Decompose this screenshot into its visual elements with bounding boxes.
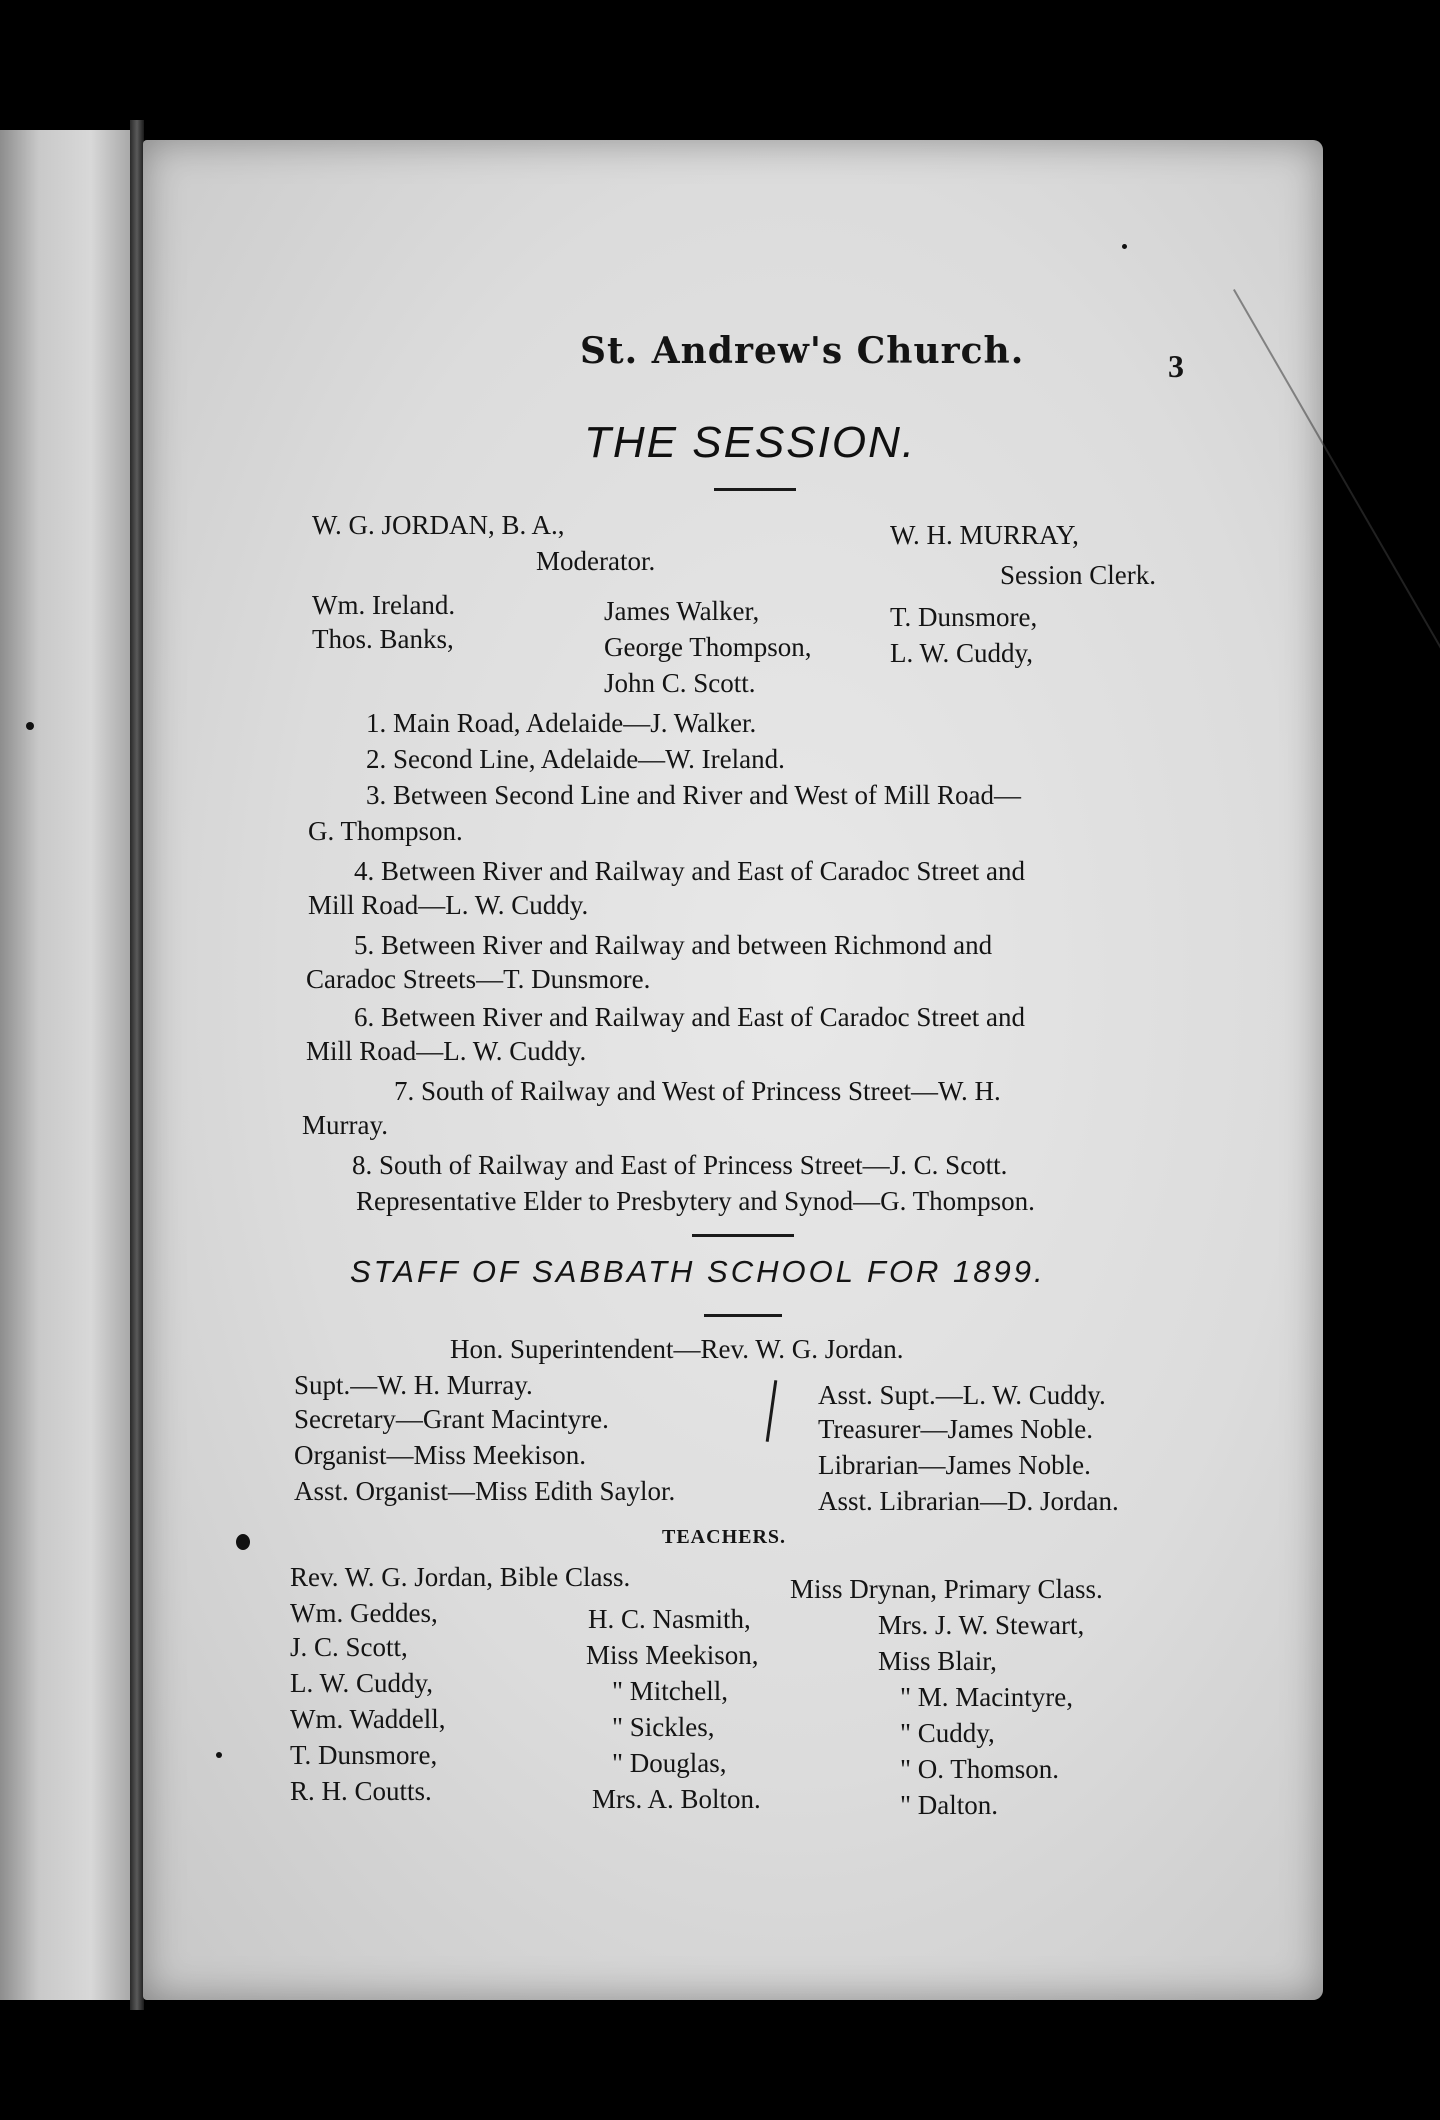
teacher-entry: Wm. Geddes, [290,1598,438,1628]
section-rule [692,1234,794,1237]
teacher-entry: Mrs. J. W. Stewart, [878,1610,1085,1640]
teachers-heading: TEACHERS. [662,1526,787,1548]
staff-entry: Organist—Miss Meekison. [294,1440,587,1470]
elder: Wm. Ireland. [312,590,456,620]
clerk-name: W. H. MURRAY, [890,520,1079,550]
dust-speck [236,1534,250,1550]
teacher-entry: R. H. Coutts. [290,1776,432,1806]
district-line: Murray. [302,1110,388,1140]
teacher-entry: " O. Thomson. [900,1754,1060,1784]
teacher-entry: " M. Macintyre, [900,1682,1073,1712]
teacher-entry: Miss Blair, [878,1646,997,1676]
teacher-entry: T. Dunsmore, [290,1740,438,1770]
teacher-entry: L. W. Cuddy, [290,1668,434,1698]
staff-entry: Supt.—W. H. Murray. [294,1370,533,1400]
teacher-entry: " Sickles, [612,1712,715,1742]
staff-entry: Treasurer—James Noble. [818,1414,1093,1444]
teacher-entry: " Dalton. [900,1790,999,1820]
district-line: 2. Second Line, Adelaide—W. Ireland. [366,744,785,774]
teacher-entry: " Douglas, [612,1748,727,1778]
dust-speck [1122,244,1127,249]
teacher-entry: Mrs. A. Bolton. [592,1784,761,1814]
teacher-entry: J. C. Scott, [290,1632,408,1662]
sabbath-school-heading: STAFF OF SABBATH SCHOOL FOR 1899. [350,1254,1046,1289]
district-line: Caradoc Streets—T. Dunsmore. [306,964,651,994]
elder: L. W. Cuddy, [890,638,1034,668]
previous-page-edge [0,130,130,2000]
moderator-role: Moderator. [536,546,656,576]
teacher-entry: Miss Drynan, Primary Class. [790,1574,1103,1604]
teacher-entry: " Cuddy, [900,1718,995,1748]
district-line: 7. South of Railway and West of Princess Street—W. H. [394,1076,1001,1106]
district-line: 1. Main Road, Adelaide—J. Walker. [366,708,757,738]
heading-rule [704,1314,782,1317]
elder: John C. Scott. [604,668,756,698]
staff-entry: Librarian—James Noble. [818,1450,1091,1480]
district-line: 3. Between Second Line and River and West of Mill Road— [366,780,1021,810]
elder: James Walker, [604,596,760,626]
elder: Thos. Banks, [312,624,454,654]
hon-superintendent: Hon. Superintendent—Rev. W. G. Jordan. [450,1334,904,1364]
clerk-role: Session Clerk. [1000,560,1157,590]
book-spine [130,120,144,2010]
representative-elder: Representative Elder to Presbytery and Synod—G. Thompson. [356,1186,1035,1216]
teacher-entry: " Mitchell, [612,1676,729,1706]
dust-speck [216,1752,222,1758]
district-line: 8. South of Railway and East of Princess Street—J. C. Scott. [352,1150,1008,1180]
staff-entry: Asst. Librarian—D. Jordan. [818,1486,1119,1516]
moderator-name: W. G. JORDAN, B. A., [312,510,565,540]
teacher-entry: H. C. Nasmith, [588,1604,751,1634]
district-line: 4. Between River and Railway and East of Caradoc Street and [354,856,1026,886]
staff-entry: Asst. Supt.—L. W. Cuddy. [818,1380,1106,1410]
page-crease [1233,289,1440,775]
dust-speck [26,722,34,730]
staff-entry: Secretary—Grant Macintyre. [294,1404,609,1434]
district-line: 6. Between River and Railway and East of Caradoc Street and [354,1002,1026,1032]
district-line: Mill Road—L. W. Cuddy. [306,1036,587,1066]
elder: George Thompson, [604,632,812,662]
district-line: 5. Between River and Railway and between Richmond and [354,930,993,960]
teacher-entry: Wm. Waddell, [290,1704,446,1734]
running-header: St. Andrew's Church. [580,330,1025,372]
district-line: Mill Road—L. W. Cuddy. [308,890,589,920]
teacher-entry: Miss Meekison, [586,1640,759,1670]
district-line: G. Thompson. [308,816,463,846]
elder: T. Dunsmore, [890,602,1038,632]
staff-entry: Asst. Organist—Miss Edith Saylor. [294,1476,676,1506]
teacher-entry: Rev. W. G. Jordan, Bible Class. [290,1562,631,1592]
session-heading: THE SESSION. [584,418,917,467]
page-number: 3 [1168,348,1184,384]
heading-rule [714,488,796,491]
